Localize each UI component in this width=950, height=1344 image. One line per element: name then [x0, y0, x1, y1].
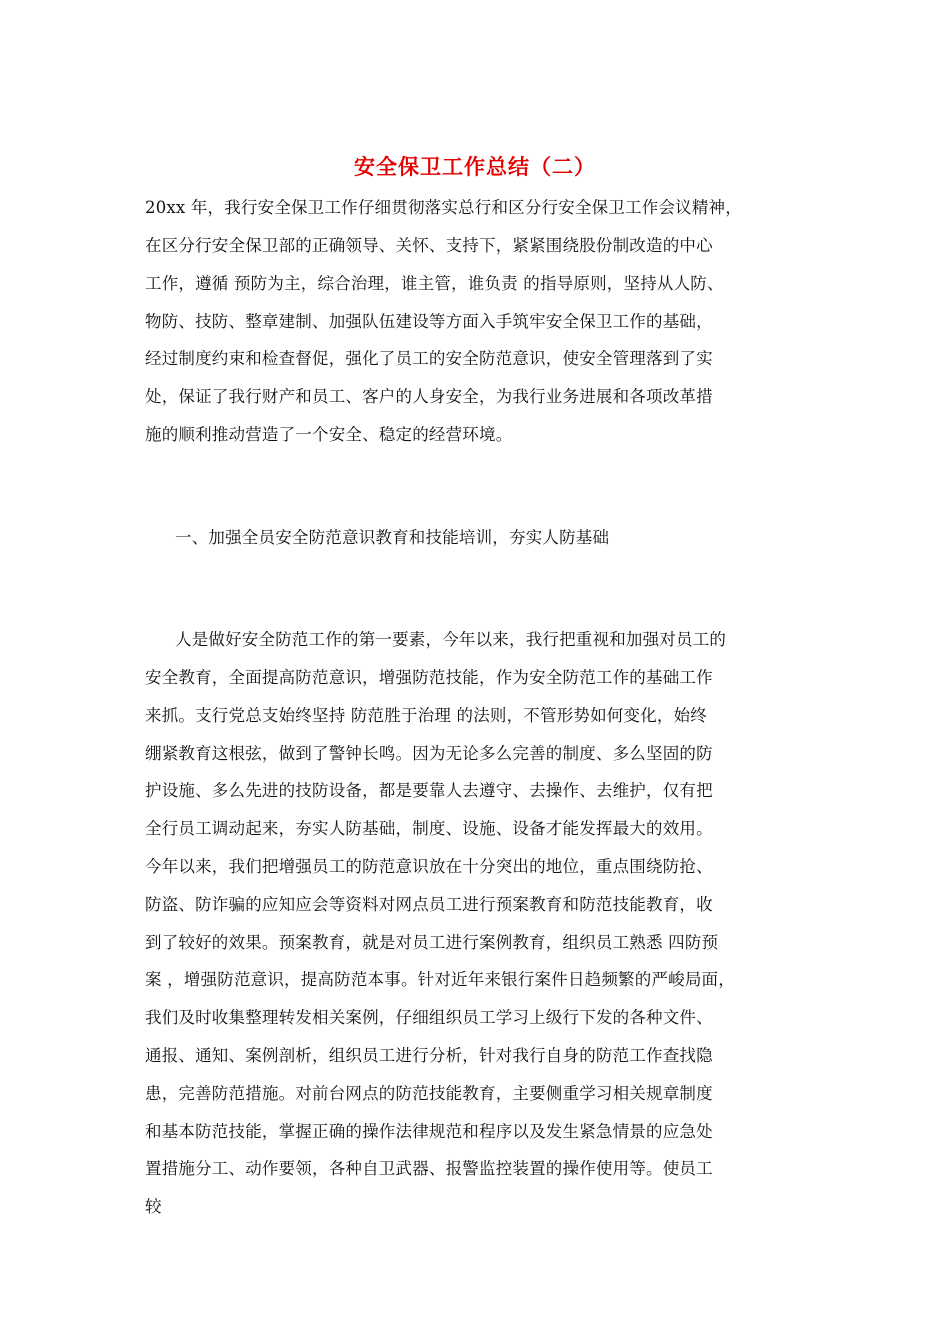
body-line: 和基本防范技能，掌握正确的操作法律规范和程序以及发生紧急情景的应急处: [145, 1122, 713, 1141]
intro-line: 工作，遵循 预防为主，综合治理，谁主管，谁负责 的指导原则，坚持从人防、: [145, 274, 724, 293]
document-title: 安全保卫工作总结（二）: [354, 154, 596, 179]
body-line: 今年以来，我们把增强员工的防范意识放在十分突出的地位，重点围绕防抢、: [145, 857, 713, 876]
body-line: 我们及时收集整理转发相关案例，仔细组织员工学习上级行下发的各种文件、: [145, 1008, 713, 1027]
intro-line: 在区分行安全保卫部的正确领导、关怀、支持下，紧紧围绕股份制改造的中心: [145, 236, 713, 255]
section-heading: 一、加强全员安全防范意识教育和技能培训，夯实人防基础: [175, 528, 610, 547]
body-line: 全行员工调动起来，夯实人防基础，制度、设施、设备才能发挥最大的效用。: [145, 819, 713, 838]
body-line: 来抓。支行党总支始终坚持 防范胜于治理 的法则，不管形势如何变化，始终: [145, 706, 707, 725]
intro-line: 经过制度约束和检查督促，强化了员工的安全防范意识，使安全管理落到了实: [145, 349, 713, 368]
body-line: 较: [145, 1197, 162, 1216]
body-line: 通报、通知、案例剖析，组织员工进行分析，针对我行自身的防范工作查找隐: [145, 1046, 713, 1065]
body-line: 置措施分工、动作要领，各种自卫武器、报警监控装置的操作使用等。使员工: [145, 1159, 713, 1178]
intro-line: 处，保证了我行财产和员工、客户的人身安全，为我行业务进展和各项改革措: [145, 387, 713, 406]
body-line: 人是做好安全防范工作的第一要素，今年以来，我行把重视和加强对员工的: [175, 630, 727, 649]
intro-line: 物防、技防、整章建制、加强队伍建设等方面入手筑牢安全保卫工作的基础，: [145, 312, 713, 331]
body-line: 护设施、多么先进的技防设备，都是要靠人去遵守、去操作、去维护，仅有把: [145, 781, 713, 800]
intro-line: 施的顺利推动营造了一个安全、稳定的经营环境。: [145, 425, 513, 444]
body-line: 绷紧教育这根弦，做到了警钟长鸣。因为无论多么完善的制度、多么坚固的防: [145, 744, 713, 763]
body-line: 防盗、防诈骗的应知应会等资料对网点员工进行预案教育和防范技能教育，收: [145, 895, 713, 914]
body-line: 患，完善防范措施。对前台网点的防范技能教育，主要侧重学习相关规章制度: [145, 1084, 713, 1103]
body-line: 安全教育，全面提高防范意识，增强防范技能，作为安全防范工作的基础工作: [145, 668, 713, 687]
body-line: 案 ，增强防范意识，提高防范本事。针对近年来银行案件日趋频繁的严峻局面，: [145, 970, 735, 989]
intro-line: 20xx 年，我行安全保卫工作仔细贯彻落实总行和区分行安全保卫工作会议精神，: [145, 198, 742, 217]
body-line: 到了较好的效果。预案教育，就是对员工进行案例教育，组织员工熟悉 四防预: [145, 933, 719, 952]
